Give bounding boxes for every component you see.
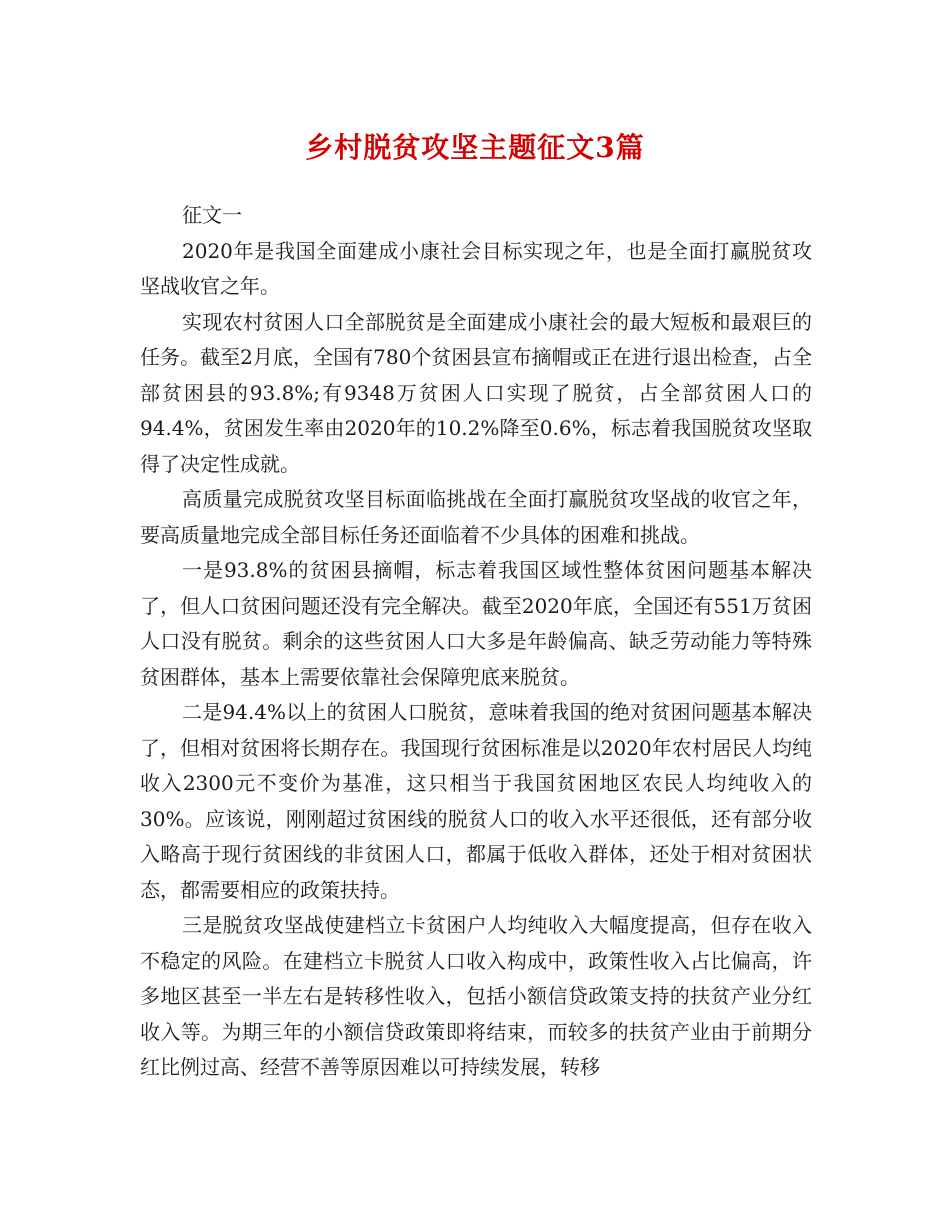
document-title: 乡村脱贫攻坚主题征文3篇 [305, 131, 645, 164]
paragraph: 三是脱贫攻坚战使建档立卡贫困户人均纯收入大幅度提高，但存在收入不稳定的风险。在建档立卡脱贫人口收入构成中，政策性收入占比偏高，许多地区甚至一半左右是转移性收入，包括小额信贷政策支持的扶贫产业分红收入等。为期三年的小额信贷政策即将结束，而较多的扶贫产业由于前期分红比例过高、经营不善等原因难以可持续发展，转移 [140, 913, 812, 1079]
paragraph: 实现农村贫困人口全部脱贫是全面建成小康社会的最大短板和最艰巨的任务。截至2月底，全国有780个贫困县宣布摘帽或正在进行退出检查，占全部贫困县的93.8%;有9348万贫困人口实现了脱贫，占全部贫困人口的94.4%，贫困发生率由2020年的10.2%降至0.6%，标志着我国脱贫攻坚取得了决定性成就。 [140, 309, 812, 476]
paragraph: 一是93.8%的贫困县摘帽，标志着我国区域性整体贫困问题基本解决了，但人口贫困问题还没有完全解决。截至2020年底，全国还有551万贫困人口没有脱贫。剩余的这些贫困人口大多是年龄偏高、缺乏劳动能力等特殊贫困群体，基本上需要依靠社会保障兜底来脱贫。 [140, 558, 812, 689]
paragraph: 2020年是我国全面建成小康社会目标实现之年，也是全面打赢脱贫攻坚战收官之年。 [140, 238, 812, 298]
paragraph: 高质量完成脱贫攻坚目标面临挑战在全面打赢脱贫攻坚战的收官之年，要高质量地完成全部目标任务还面临着不少具体的困难和挑战。 [140, 487, 812, 547]
paragraph: 二是94.4%以上的贫困人口脱贫，意味着我国的绝对贫困问题基本解决了，但相对贫困将长期存在。我国现行贫困标准是以2020年农村居民人均纯收入2300元不变价为基准，这只相当于我国贫困地区农民人均纯收入的30%。应该说，刚刚超过贫困线的脱贫人口的收入水平还很低，还有部分收入略高于现行贫困线的非贫困人口，都属于低收入群体，还处于相对贫困状态，都需要相应的政策扶持。 [140, 700, 812, 902]
paragraph-section-heading: 征文一 [182, 203, 242, 227]
document-body [140, 198, 812, 1086]
